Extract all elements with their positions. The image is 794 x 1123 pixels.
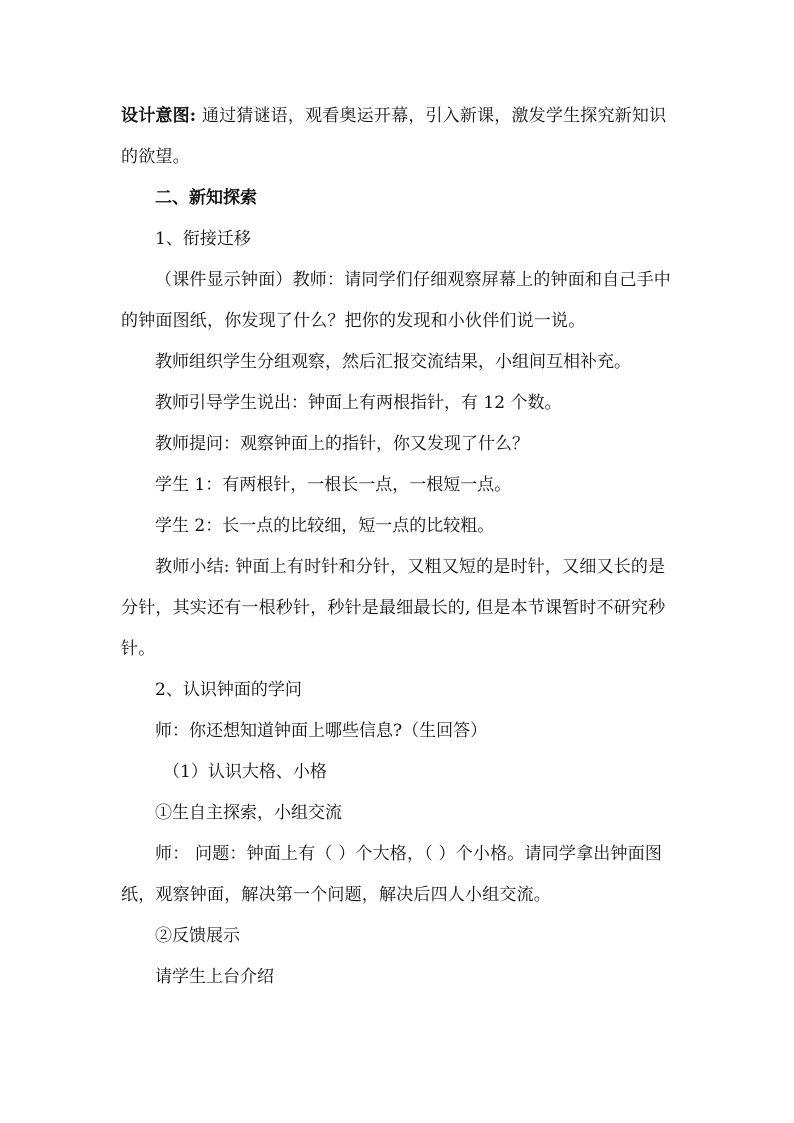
paragraph-teacher-summary: 教师小结: 钟面上有时针和分针，又粗又短的是时针，又细又长的是分针，其实还有一根秒针，秒针是最细最长的, 但是本节课暂时不研究秒针。: [121, 557, 666, 659]
paragraph-courseware: （课件显示钟面）教师：请同学们仔细观察屏幕上的钟面和自己手中的钟面图纸，你发现了什么？把你的发现和小伙伴们说一说。: [121, 270, 671, 331]
paragraph-invite-student: 请学生上台介绍: [155, 967, 274, 987]
paragraph-guide: 教师引导学生说出：钟面上有两根指针，有 12 个数。: [155, 393, 562, 413]
section-heading-new-knowledge: 二、新知探索: [155, 188, 257, 208]
item-big-small-divisions: （1）认识大格、小格: [163, 762, 327, 782]
step-feedback: ②反馈展示: [155, 926, 240, 946]
design-intent-paragraph: [121, 96, 681, 178]
paragraph-teacher-ask: 师：你还想知道钟面上哪些信息?（生回答）: [155, 721, 488, 741]
paragraph-student-1: 学生 1：有两根针，一根长一点，一根短一点。: [155, 475, 512, 495]
design-intent-label: 设计意图:: [121, 106, 197, 126]
paragraph-student-2: 学生 2：长一点的比较细，短一点的比较粗。: [155, 516, 495, 536]
design-intent-text: 通过猜谜语，观看奥运开幕，引入新课，激发学生探究新知识的欲望。: [121, 106, 667, 167]
paragraph-group-observe: 教师组织学生分组观察，然后汇报交流结果，小组间互相补充。: [155, 352, 631, 372]
paragraph-task: 师： 问题：钟面上有（ ）个大格，（ ）个小格。请同学拿出钟面图纸，观察钟面，解决第一个问题，解决后四人小组交流。: [121, 844, 663, 905]
subheading-clock-face: 2、认识钟面的学问: [155, 680, 302, 700]
step-self-explore: ①生自主探索，小组交流: [155, 803, 342, 823]
paragraph-question: 教师提问：观察钟面上的指针，你又发现了什么？: [155, 434, 529, 454]
subheading-transfer: 1、衔接迁移: [155, 229, 251, 249]
